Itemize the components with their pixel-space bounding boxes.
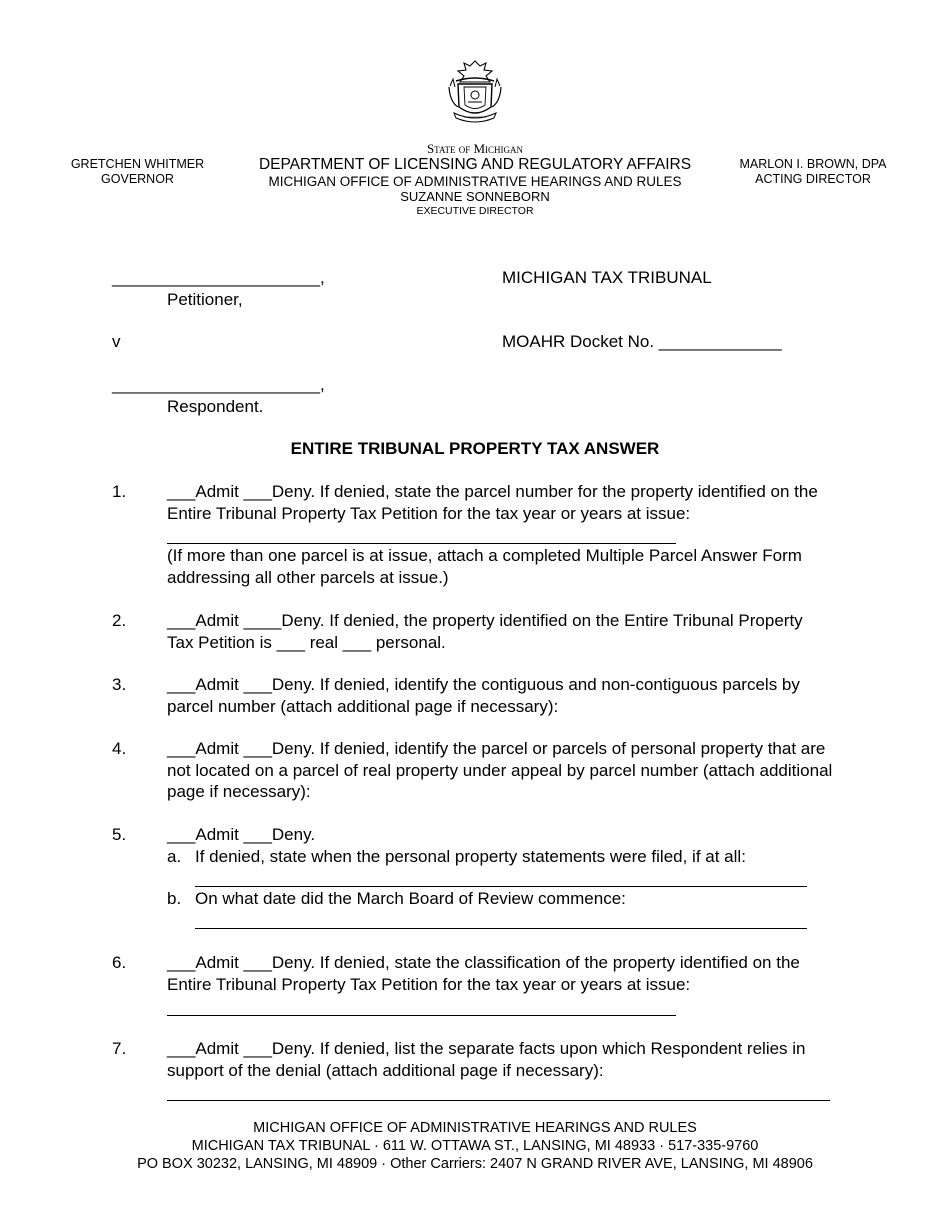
item-1-note: (If more than one parcel is at issue, attach a completed Multiple Parcel Answer Form addressing all other parcels at issue.) [167, 546, 802, 587]
docket-number-field[interactable]: MOAHR Docket No. _____________ [502, 332, 782, 351]
item-7-answer-line[interactable] [167, 1100, 830, 1101]
director-block [728, 157, 898, 187]
item-5b-answer-line[interactable] [195, 928, 807, 929]
item-5a-letter: a. [167, 847, 182, 866]
item-1-answer-line[interactable] [167, 543, 676, 544]
item-6-answer-line[interactable] [167, 1015, 676, 1016]
director-title: ACTING DIRECTOR [755, 172, 871, 186]
item-3-number: 3. [112, 675, 127, 694]
respondent-label: Respondent. [167, 397, 264, 416]
executive-director-name: SUZANNE SONNEBORN [400, 189, 550, 204]
item-1-text: ___Admit ___Deny. If denied, state the parcel number for the property identified on the Entire Tribunal Property Tax Petition for the tax year or years at issue: [167, 482, 818, 523]
tribunal-name: MICHIGAN TAX TRIBUNAL [502, 268, 712, 287]
respondent-blank[interactable]: ______________________, [112, 375, 325, 394]
governor-block [50, 157, 225, 187]
item-5-text: ___Admit ___Deny. [167, 825, 316, 844]
item-5b-letter: b. [167, 889, 182, 908]
item-7-text: ___Admit ___Deny. If denied, list the separate facts upon which Respondent relies in support of the denial (attach additional page if necessary): [167, 1039, 806, 1080]
governor-title: GOVERNOR [101, 172, 174, 186]
department-name: DEPARTMENT OF LICENSING AND REGULATORY AFFAIRS [258, 156, 692, 173]
footer-line-2: MICHIGAN TAX TRIBUNAL · 611 W. OTTAWA ST., LANSING, MI 48933 · 517-335-9760 [191, 1138, 759, 1154]
item-7-number: 7. [112, 1039, 127, 1058]
director-name: MARLON I. BROWN, DPA [739, 157, 887, 171]
agency-header [230, 141, 720, 218]
item-5a-text: If denied, state when the personal property statements were filed, if at all: [195, 847, 746, 866]
versus-label: v [112, 332, 121, 351]
petitioner-blank[interactable]: ______________________, [112, 268, 325, 287]
item-4-text: ___Admit ___Deny. If denied, identify the parcel or parcels of personal property that are not located on a parcel of real property under appeal by parcel number (attach additional page if necessary): [167, 739, 833, 801]
governor-name: GRETCHEN WHITMER [70, 157, 205, 171]
item-3-text: ___Admit ___Deny. If denied, identify the contiguous and non-contiguous parcels by parcel number (attach additional page if necessary): [167, 675, 800, 716]
footer-line-1: MICHIGAN OFFICE OF ADMINISTRATIVE HEARINGS AND RULES [253, 1120, 697, 1136]
footer-line-3: PO BOX 30232, LANSING, MI 48909 · Other Carriers: 2407 N GRAND RIVER AVE, LANSING, MI 48906 [137, 1156, 813, 1172]
page-footer [0, 1119, 950, 1173]
item-1-number: 1. [112, 482, 127, 501]
item-5a-answer-line[interactable] [195, 886, 807, 887]
item-5b-text: On what date did the March Board of Review commence: [195, 889, 626, 908]
state-name: State of Michigan [426, 141, 524, 156]
item-6-number: 6. [112, 953, 127, 972]
office-name: MICHIGAN OFFICE OF ADMINISTRATIVE HEARINGS AND RULES [268, 174, 682, 189]
executive-director-title: EXECUTIVE DIRECTOR [416, 205, 534, 217]
item-5-number: 5. [112, 825, 127, 844]
item-2-number: 2. [112, 611, 127, 630]
michigan-seal-icon [444, 57, 506, 125]
document-title: ENTIRE TRIBUNAL PROPERTY TAX ANSWER [290, 439, 660, 458]
item-6-text: ___Admit ___Deny. If denied, state the classification of the property identified on the Entire Tribunal Property Tax Petition for the tax year or years at issue: [167, 953, 800, 994]
petitioner-label: Petitioner, [167, 290, 243, 309]
item-2-text: ___Admit ____Deny. If denied, the property identified on the Entire Tribunal Property Tax Petition is ___ real ___ personal. [167, 611, 803, 652]
item-4-number: 4. [112, 739, 127, 758]
